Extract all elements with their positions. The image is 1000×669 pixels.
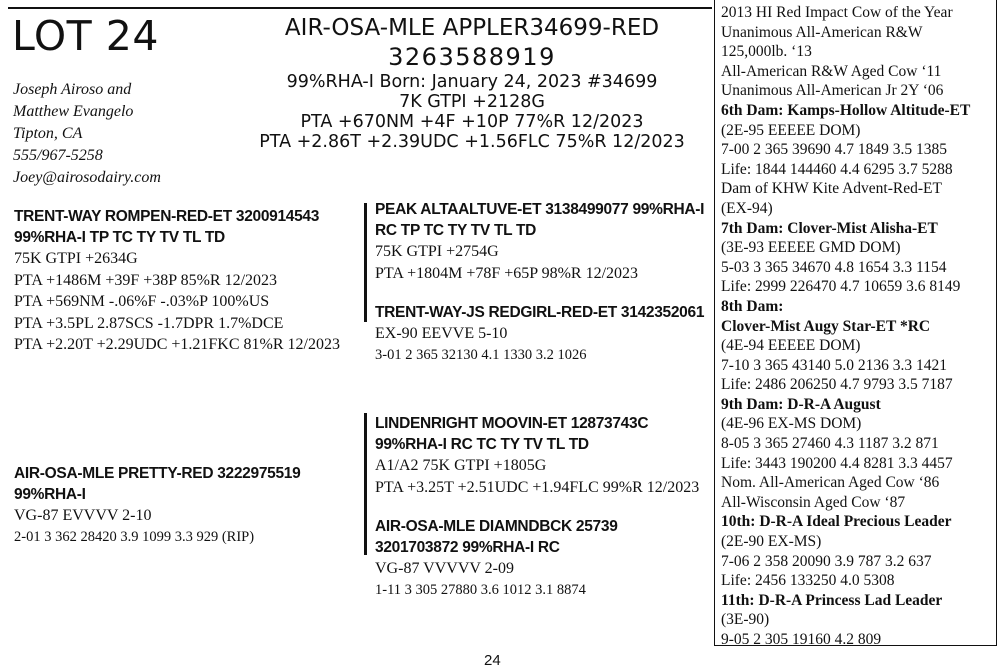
animal-header: [232, 14, 712, 152]
pedigree-line: (3E-93 EEEEE GMD DOM): [721, 239, 901, 257]
dam-dam-title: AIR-OSA-MLE DIAMNDBCK 25739: [375, 518, 618, 535]
pedigree-line: Dam of KHW Kite Advent-Red-ET: [721, 180, 942, 198]
animal-info-line: PTA +2.86T +2.39UDC +1.56FLC 75%R 12/2023: [259, 132, 685, 152]
pedigree-line: (2E-95 EEEEE DOM): [721, 121, 861, 139]
pedigree-line: Unanimous All-American R&W: [721, 23, 923, 41]
pedigree-line: Life: 2999 226470 4.7 10659 3.6 8149: [721, 278, 961, 296]
dam-dam-title: 3201703872 99%RHA-I RC: [375, 539, 560, 556]
top-rule: [8, 7, 712, 9]
sire-sire-title: RC TP TC TY TV TL TD: [375, 222, 537, 239]
dam-sire-block: [375, 413, 699, 498]
sire-dam-record: 3-01 2 365 32130 4.1 1330 3.2 1026: [375, 346, 587, 363]
sire-dam-line: EX-90 EEVVE 5-10: [375, 325, 508, 342]
dam-heading: 6th Dam: Kamps-Hollow Altitude-ET: [721, 101, 971, 119]
pedigree-line: 5-03 3 365 34670 4.8 1654 3.3 1154: [721, 258, 947, 276]
dam-heading: 7th Dam: Clover-Mist Alisha-ET: [721, 219, 938, 237]
pedigree-line: 7-00 2 365 39690 4.7 1849 3.5 1385: [721, 141, 948, 159]
pedigree-line: 9-05 2 305 19160 4.2 809: [721, 631, 882, 646]
pedigree-line: (4E-94 EEEEE DOM): [721, 337, 861, 355]
pedigree-line: 7-06 2 358 20090 3.9 787 3.2 637: [721, 552, 932, 570]
dam-bracket: [364, 413, 367, 555]
pedigree-line: Life: 2486 206250 4.7 9793 3.5 7187: [721, 376, 953, 394]
pedigree-line: Nom. All-American Aged Cow ‘86: [721, 474, 940, 492]
sire-title: TRENT-WAY ROMPEN-RED-ET 3200914543: [14, 208, 320, 225]
sire-line: 75K GTPI +2634G: [14, 250, 138, 267]
pedigree-line: 8-05 3 365 27460 4.3 1187 3.2 871: [721, 435, 939, 453]
sire-line: PTA +2.20T +2.29UDC +1.21FKC 81%R 12/2023: [14, 336, 340, 354]
sire-sire-line: 75K GTPI +2754G: [375, 243, 499, 260]
dam-dam-block: [375, 516, 618, 600]
extended-pedigree-box: [714, 0, 997, 646]
animal-name: AIR-OSA-MLE APPLER34699-RED: [284, 15, 660, 41]
sire-sire-block: [375, 199, 704, 284]
animal-info-line: PTA +670NM +4F +10P 77%R 12/2023: [300, 112, 644, 132]
dam-sire-line: A1/A2 75K GTPI +1805G: [375, 457, 547, 474]
sire-sire-title: PEAK ALTAALTUVE-ET 3138499077 99%RHA-I: [375, 201, 705, 218]
pedigree-line: (3E-90): [721, 611, 770, 629]
dam-heading: 10th: D-R-A Ideal Precious Leader: [721, 513, 952, 531]
pedigree-line: Life: 1844 144460 4.4 6295 3.7 5288: [721, 160, 953, 178]
pedigree-line: All-Wisconsin Aged Cow ‘87: [721, 493, 906, 511]
dam-heading: Clover-Mist Augy Star-ET *RC: [721, 317, 931, 335]
dam-dam-line: VG-87 VVVVV 2-09: [375, 560, 514, 577]
lot-number: LOT 24: [12, 12, 159, 60]
dam-record: 2-01 3 362 28420 3.9 1099 3.3 929 (RIP): [14, 528, 255, 545]
dam-sire-title: 99%RHA-I RC TC TY TV TL TD: [375, 436, 589, 453]
sire-title: 99%RHA-I TP TC TY TV TL TD: [14, 229, 225, 246]
pedigree-line: (EX-94): [721, 199, 773, 217]
sire-block: [14, 206, 340, 356]
dam-title: AIR-OSA-MLE PRETTY-RED 3222975519: [14, 465, 301, 482]
dam-sire-title: LINDENRIGHT MOOVIN-ET 12873743C: [375, 415, 649, 432]
pedigree-line: 125,000lb. ‘13: [721, 43, 812, 61]
sire-dam-block: [375, 302, 704, 365]
sire-line: PTA +569NM -.06%F -.03%P 100%US: [14, 293, 270, 311]
sire-bracket: [364, 203, 367, 322]
dam-heading: 8th Dam:: [721, 297, 784, 315]
sire-line: PTA +1486M +39F +38P 85%R 12/2023: [14, 271, 278, 289]
animal-registration: 3263588919: [388, 43, 556, 71]
page-number: 24: [484, 652, 501, 669]
breeder-line: Matthew Evangelo: [13, 103, 134, 120]
pedigree-line: (2E-90 EX-MS): [721, 533, 822, 551]
dam-heading: 9th Dam: D-R-A August: [721, 395, 881, 413]
breeder-email: Joey@airosodairy.com: [13, 169, 161, 186]
pedigree-line: Life: 2456 133250 4.0 5308: [721, 572, 895, 590]
dam-block: [14, 463, 300, 547]
animal-info-line: 7K GTPI +2128G: [399, 92, 545, 112]
breeder-line: Joseph Airoso and: [13, 81, 132, 98]
pedigree-line: All-American R&W Aged Cow ‘11: [721, 62, 942, 80]
dam-heading: 11th: D-R-A Princess Lad Leader: [721, 591, 943, 609]
pedigree-line: (4E-96 EX-MS DOM): [721, 415, 862, 433]
sire-line: PTA +3.5PL 2.87SCS -1.7DPR 1.7%DCE: [14, 314, 284, 332]
breeder-line: Tipton, CA: [13, 125, 83, 142]
dam-dam-record: 1-11 3 305 27880 3.6 1012 3.1 8874: [375, 581, 586, 598]
sire-sire-line: PTA +1804M +78F +65P 98%R 12/2023: [375, 264, 639, 282]
breeder-info: [13, 79, 161, 189]
animal-info-line: 99%RHA-I Born: January 24, 2023 #34699: [286, 72, 658, 92]
pedigree-line: 7-10 3 365 43140 5.0 2136 3.3 1421: [721, 356, 948, 374]
dam-line: VG-87 EVVVV 2-10: [14, 507, 152, 524]
dam-sire-line: PTA +3.25T +2.51UDC +1.94FLC 99%R 12/2023: [375, 478, 700, 496]
pedigree-line: Life: 3443 190200 4.4 8281 3.3 4457: [721, 454, 953, 472]
sire-dam-title: TRENT-WAY-JS REDGIRL-RED-ET 3142352061: [375, 304, 705, 321]
pedigree-line: Unanimous All-American Jr 2Y ‘06: [721, 82, 944, 100]
dam-title: 99%RHA-I: [14, 486, 86, 503]
pedigree-line: 2013 HI Red Impact Cow of the Year: [721, 4, 953, 21]
breeder-phone: 555/967-5258: [13, 147, 103, 164]
